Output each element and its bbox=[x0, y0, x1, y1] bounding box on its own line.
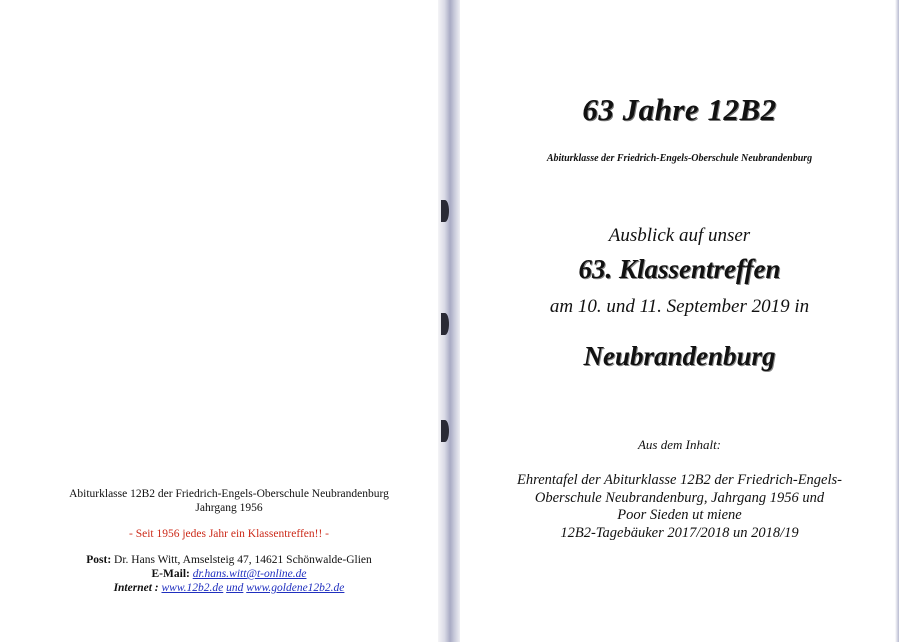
city-heading: Neubrandenburg bbox=[583, 341, 776, 371]
contents-line: Oberschule Neubrandenburg, Jahrgang 1956 und bbox=[534, 489, 825, 506]
imprint-internet bbox=[60, 581, 398, 595]
contents-heading: Aus dem Inhalt: bbox=[637, 437, 722, 452]
contents-line: Poor Sieden ut miene bbox=[617, 507, 742, 523]
binding-notch bbox=[441, 200, 449, 222]
email-link[interactable]: dr.hans.witt@t-online.de bbox=[192, 568, 307, 580]
imprint-block bbox=[60, 487, 398, 595]
post-label: Post: bbox=[86, 554, 112, 566]
binding-notch bbox=[441, 420, 449, 442]
reunion-date: am 10. und 11. September 2019 in bbox=[549, 296, 810, 317]
binding-notch bbox=[441, 313, 449, 335]
imprint-post bbox=[60, 553, 398, 567]
email-label: E-Mail: bbox=[151, 568, 190, 580]
imprint-class-line: Abiturklasse 12B2 der Friedrich-Engels-Oberschule Neubrandenburg bbox=[69, 488, 389, 500]
contents-list bbox=[460, 472, 899, 542]
website-link-2[interactable]: www.goldene12b2.de bbox=[246, 582, 345, 594]
left-page bbox=[0, 0, 438, 642]
cover-subtitle: Abiturklasse der Friedrich-Engels-Oberschule Neubrandenburg bbox=[546, 153, 813, 164]
imprint-year-line: Jahrgang 1956 bbox=[195, 502, 263, 514]
contents-line: Ehrentafel der Abiturklasse 12B2 der Friedrich-Engels- bbox=[517, 472, 842, 488]
imprint-motto: - Seit 1956 jedes Jahr ein Klassentreffen!! - bbox=[128, 528, 329, 540]
post-value: Dr. Hans Witt, Amselsteig 47, 14621 Schönwalde-Glien bbox=[114, 554, 372, 566]
internet-separator: und bbox=[226, 582, 244, 594]
right-page bbox=[460, 0, 899, 642]
website-link-1[interactable]: www.12b2.de bbox=[161, 582, 224, 594]
reunion-heading: 63. Klassentreffen bbox=[578, 254, 781, 284]
cover-title: 63 Jahre 12B2 bbox=[582, 92, 777, 127]
internet-label: Internet : bbox=[113, 582, 159, 594]
contents-line: 12B2-Tagebäuker 2017/2018 un 2018/19 bbox=[560, 524, 799, 541]
outlook-line: Ausblick auf unser bbox=[608, 225, 751, 246]
imprint-email bbox=[60, 567, 398, 581]
page-edge bbox=[895, 0, 899, 642]
